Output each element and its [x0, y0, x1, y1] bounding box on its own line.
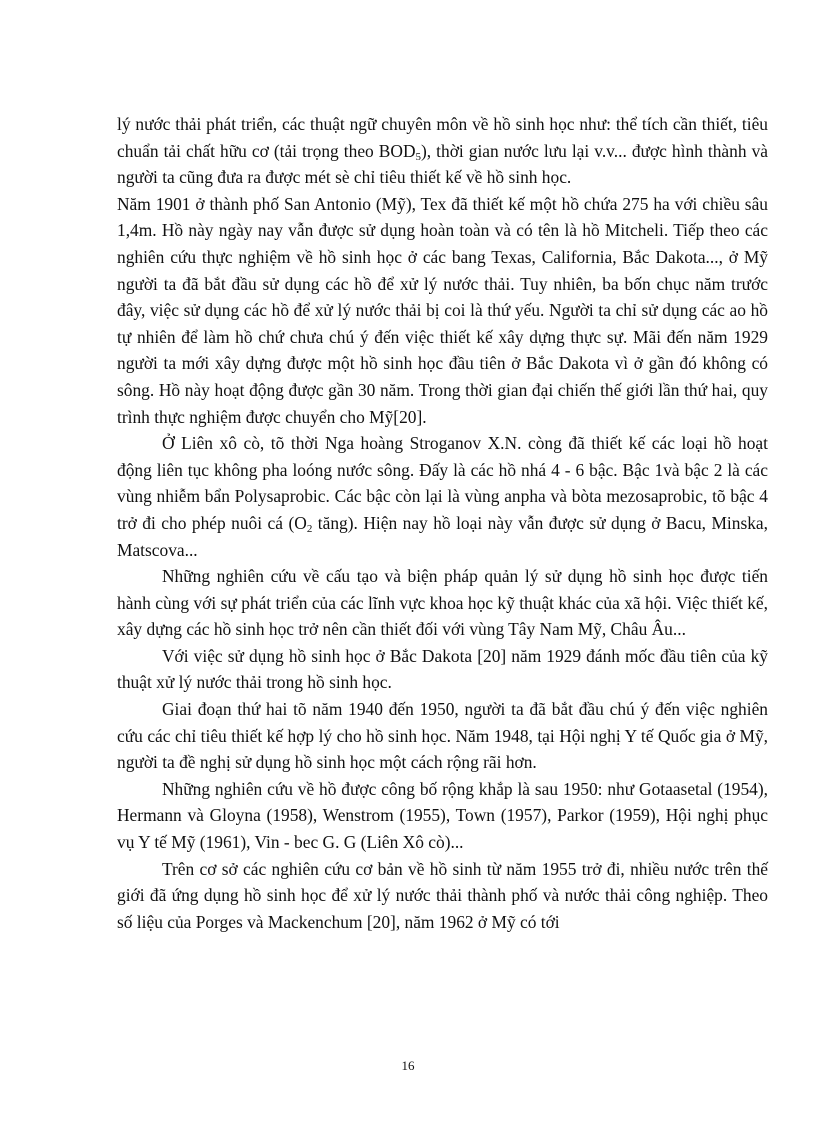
paragraph-1-text-b: ), thời gian nước lưu lại v.v... được hình thành và người ta cũng đưa ra được mét sè chỉ tiêu thiết kế về hồ sinh học. — [117, 140, 768, 188]
bod-subscript: 5 — [415, 150, 421, 163]
paragraph-3-text-b: tăng). Hiện nay hồ loại này vẫn được sử dụng ở Bacu, Minska, Matscova... — [117, 512, 768, 560]
paragraph-1-text-a: lý nước thải phát triển, các thuật ngữ chuyên môn về hồ sinh học như: thể tích cần thiết, tiêu chuẩn tải chất hữu cơ (tải trọng theo BOD — [117, 114, 768, 161]
paragraph-5: Với việc sử dụng hồ sinh học ở Bắc Dakota [20] năm 1929 đánh mốc đầu tiên của kỹ thuật xử lý nước thải trong hồ sinh học. — [117, 645, 768, 693]
page-number: 16 — [401, 1058, 415, 1073]
page-body — [117, 111, 768, 935]
paragraph-8: Trên cơ sở các nghiên cứu cơ bản về hồ sinh từ năm 1955 trở đi, nhiều nước trên thế giới đã ứng dụng hồ sinh học để xử lý nước thải thành phố và nước thải công nghiệp. Theo số liệu của Porges và Mackenchum [20], năm 1962 ở Mỹ có tới — [117, 858, 768, 932]
paragraph-3 — [117, 430, 768, 563]
paragraph-4: Những nghiên cứu về cấu tạo và biện pháp quản lý sử dụng hồ sinh học được tiến hành cùng với sự phát triển của các lĩnh vực khoa học kỹ thuật khác của xã hội. Việc thiết kế, xây dựng các hồ sinh học trở nên cần thiết đối với vùng Tây Nam Mỹ, Châu Âu... — [117, 566, 768, 640]
paragraph-7: Những nghiên cứu về hồ được công bố rộng khắp là sau 1950: như Gotaasetal (1954), Hermann và Gloyna (1958), Wenstrom (1955), Town (1957), Parkor (1959), Hội nghị phục vụ Y tế Mỹ (1961), Vin - bec G. G (Liên Xô cò)... — [117, 778, 768, 853]
paragraph-6: Giai đoạn thứ hai tõ năm 1940 đến 1950, người ta đã bắt đầu chú ý đến việc nghiên cứu các chỉ tiêu thiết kế hợp lý cho hồ sinh học. Năm 1948, tại Hội nghị Y tế Quốc gia ở Mỹ, người ta đề nghị sử dụng hồ sinh học một cách rộng rãi hơn. — [117, 699, 768, 773]
paragraph-3-text-a: Ở Liên xô cò, tõ thời Nga hoàng Stroganov X.N. còng đã thiết kế các loại hồ hoạt động liên tục không pha loóng nước sông. Đấy là các hồ nhá 4 - 6 bậc. Bậc 1và bậc 2 là các vùng nhiễm bẩn Polysaprobic. Các bậc còn lại là vùng anpha và bòta mezosaprobic, tõ bậc 4 trở đi cho phép nuôi cá (O — [117, 433, 768, 533]
paragraph-1 — [117, 111, 768, 191]
paragraph-2: Năm 1901 ở thành phố San Antonio (Mỹ), Tex đã thiết kế một hồ chứa 275 ha với chiều sâu 1,4m. Hồ này ngày nay vẫn được sử dụng hoàn toàn và có tên là hồ Mitcheli. Tiếp theo các nghiên cứu thực nghiệm về hồ sinh học ở các bang Texas, California, Bắc Dakota..., ở Mỹ người ta đã bắt đầu sử dụng các hồ để xử lý nước thải. Tuy nhiên, ba bốn chục năm trước đây, việc sử dụng các hồ để xử lý nước thải bị coi là thứ yếu. Người ta chỉ sử dụng các ao hồ tự nhiên để làm hồ chứ chưa chú ý đến việc thiết kế xây dựng thực sự. Mãi đến năm 1929 người ta mới xây dựng được một hồ sinh học đầu tiên ở Bắc Dakota vì ở gần đó không có sông. Hồ này hoạt động được gần 30 năm. Trong thời gian đại chiến thế giới lần thứ hai, quy trình thực nghiệm được chuyển cho Mỹ[20]. — [117, 193, 768, 427]
oxygen-subscript: 2 — [306, 522, 313, 535]
